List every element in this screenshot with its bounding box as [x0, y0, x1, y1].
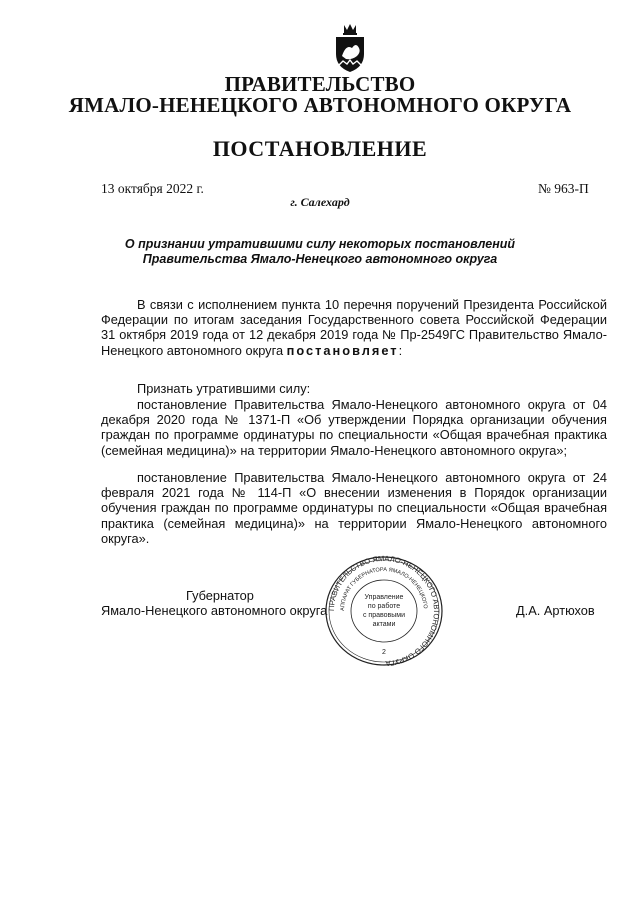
- resolves-word: постановляет: [286, 342, 399, 358]
- government-title-line2: ЯМАЛО-НЕНЕЦКОГО АВТОНОМНОГО ОКРУГА: [68, 93, 572, 117]
- subject-line1: О признании утратившими силу некоторых постановлений: [124, 237, 516, 251]
- preamble-paragraph: [101, 297, 607, 358]
- repeal-intro-paragraph: Признать утратившими силу:: [137, 381, 311, 396]
- document-city: г. Салехард: [290, 195, 350, 209]
- signatory-post: Губернатор: [186, 588, 254, 603]
- document-type-title: ПОСТАНОВЛЕНИЕ: [212, 136, 428, 161]
- official-stamp: [322, 553, 446, 669]
- document-number: № 963-П: [538, 181, 589, 196]
- repealed-resolution-2: постановление Правительства Ямало-Ненецкого автономного округа от 24 февраля 2021 года № 114-П «О внесении изменения в Порядок организации обучения граждан по программе ординатуры по специальности «Общая врачебная практика (семейная медицина)» на территории Ямало-Ненецкого автономного округа».: [101, 470, 607, 546]
- signatory-name: Д.А. Артюхов: [516, 603, 595, 618]
- stamp-center-line1: Управление: [364, 594, 404, 601]
- stamp-center-line2: по работе: [367, 603, 401, 610]
- stamp-center-line3: с правовыми: [362, 612, 406, 619]
- preamble-text: В связи с исполнением пункта 10 перечня поручений Президента Российской Федерации по итогам заседания Государственного совета Российской Федерации 31 октября 2019 года от 12 декабря 2019 года № Пр-2549ГС Правительство Ямало-Ненецкого автономного округа: [101, 297, 607, 358]
- coat-of-arms-icon: [330, 22, 370, 74]
- subject-line2: Правительства Ямало-Ненецкого автономного округа: [142, 252, 498, 266]
- government-title-line1: ПРАВИТЕЛЬСТВО: [224, 72, 416, 96]
- stamp-outer-text: ПРАВИТЕЛЬСТВО ЯМАЛО-НЕНЕЦКОГО АВТОНОМНОГО ОКРУГА: [326, 553, 442, 669]
- preamble-end: :: [398, 342, 403, 358]
- document-date: 13 октября 2022 г.: [101, 181, 204, 196]
- stamp-center-line4: актами: [372, 621, 396, 628]
- stamp-number: 2: [382, 649, 386, 656]
- repealed-resolution-1: постановление Правительства Ямало-Ненецкого автономного округа от 04 декабря 2020 года № 1371-П «Об утверждении Порядка организации обучения граждан по программе ординатуры по специальности «Общая врачебная практика (семейная медицина)» на территории Ямало-Ненецкого автономного округа»;: [101, 397, 607, 458]
- signatory-region: Ямало-Ненецкого автономного округа: [101, 603, 328, 618]
- stamp-inner-ring-text: АППАРАТ ГУБЕРНАТОРА ЯМАЛО-НЕНЕЦКОГО: [339, 566, 428, 612]
